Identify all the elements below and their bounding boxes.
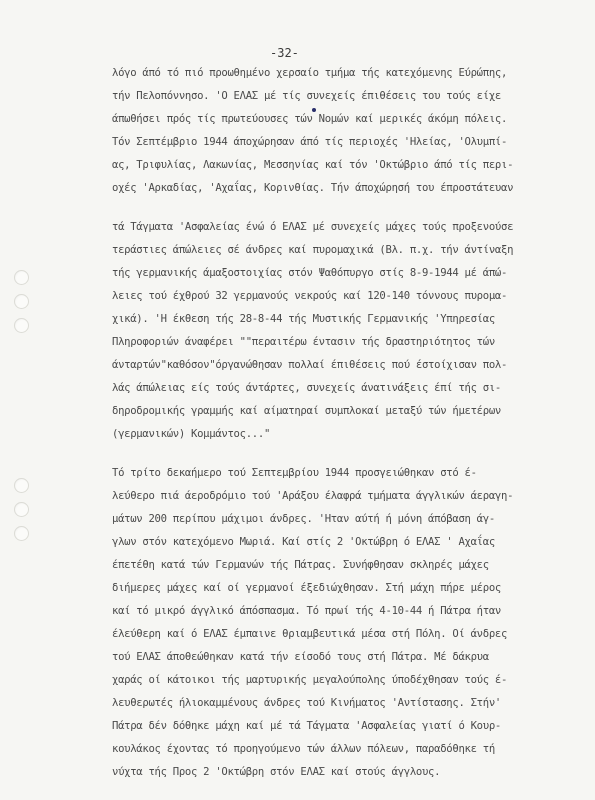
text-line: έπετέθη κατά τών Γερμανών τής Πάτρας. Συνήφθησαν σκληρές μάχες	[112, 559, 489, 571]
text-line: άνταρτών"καθόσον"όργανώθησαν πολλαί έπιθέσεις πού έστοίχισαν πολ-	[112, 359, 508, 371]
text-line: λευθερωτές ήλιοκαμμένους άνδρες τού Κινήματος 'Αντίστασης. Στήν'	[112, 697, 501, 709]
typed-body-text	[112, 62, 582, 784]
text-line: κουλάκος έχοντας τό προηγούμενο τών άλλων πόλεων, παραδόθηκε τή	[112, 743, 495, 755]
punch-hole	[14, 502, 29, 517]
punch-hole	[14, 526, 29, 541]
text-line: Πληροφοριών άναφέρει ""περαιτέρω έντασιν τής δραστηριότητος τών	[112, 336, 495, 348]
text-line: νύχτα τής Προς 2 'Οκτώβρη στόν ΕΛΑΣ καί στούς άγγλους.	[112, 766, 441, 778]
punch-hole	[14, 294, 29, 309]
text-line: τά Τάγματα 'Ασφαλείας ένώ ό ΕΛΑΣ μέ συνεχείς μάχες τούς προξενούσε	[112, 221, 514, 233]
text-line: Τό τρίτο δεκαήμερο τού Σεπτεμβρίου 1944 προσγειώθηκαν στό έ-	[112, 467, 477, 479]
paragraph	[112, 62, 582, 200]
paragraph	[112, 462, 582, 784]
page-number: -32-	[270, 46, 299, 60]
text-line: γλων στόν κατεχόμενο Μωριά. Καί στίς 2 'Οκτώβρη ό ΕΛΑΣ ' Αχαΐας	[112, 536, 495, 548]
text-line: καί τό μικρό άγγλικό άπόσπασμα. Τό πρωί τής 4-10-44 ή Πάτρα ήταν	[112, 605, 501, 617]
text-line: άπωθήσει πρός τίς πρωτεύουσες τών Νομών καί μερικές άκόμη πόλεις.	[112, 113, 508, 125]
text-line: λόγο άπό τό πιό προωθημένο χερσαίο τμήμα τής κατεχόμενης Εύρώπης,	[112, 67, 508, 79]
text-line: τήν Πελοπόννησο. 'Ο ΕΛΑΣ μέ τίς συνεχείς έπιθέσεις του τούς είχε	[112, 90, 501, 102]
paragraph-gap	[112, 446, 582, 462]
text-line: ας, Τριφυλίας, Λακωνίας, Μεσσηνίας καί τόν 'Οκτώβριο άπό τίς περι-	[112, 159, 514, 171]
text-line: λειες τού έχθρού 32 γερμανούς νεκρούς καί 120-140 τόννους πυρομα-	[112, 290, 508, 302]
text-line: χικά). 'Η έκθεση τής 28-8-44 τής Μυστικής Γερμανικής 'Υπηρεσίας	[112, 313, 495, 325]
text-line: έλεύθερη καί ό ΕΛΑΣ έμπαινε θριαμβευτικά μέσα στή Πόλη. Οί άνδρες	[112, 628, 508, 640]
text-line: λάς άπώλειας είς τούς άντάρτες, συνεχείς άνατινάξεις έπί τής σι-	[112, 382, 501, 394]
punch-hole	[14, 318, 29, 333]
text-line: τεράστιες άπώλειες σέ άνδρες καί πυρομαχικά (Βλ. π.χ. τήν άντίναξη	[112, 244, 514, 256]
text-line: Πάτρα δέν δόθηκε μάχη καί μέ τά Τάγματα 'Ασφαλείας γιατί ό Κουρ-	[112, 720, 501, 732]
paragraph-gap	[112, 200, 582, 216]
text-line: Τόν Σεπτέμβριο 1944 άποχώρησαν άπό τίς περιοχές 'Ηλείας, 'Ολυμπί-	[112, 136, 508, 148]
text-line: μάτων 200 περίπου μάχιμοι άνδρες. 'Ηταν αύτή ή μόνη άπόβαση άγ-	[112, 513, 495, 525]
text-line: τής γερμανικής άμαξοστοιχίας στόν Ψαθόπυργο στίς 8-9-1944 μέ άπώ-	[112, 267, 508, 279]
text-line: (γερμανικών) Κομμάντος..."	[112, 428, 271, 440]
text-line: τού ΕΛΑΣ άποθεώθηκαν κατά τήν είσοδό τους στή Πάτρα. Μέ δάκρυα	[112, 651, 489, 663]
paragraph	[112, 216, 582, 446]
text-line: χαράς οί κάτοικοι τής μαρτυρικής μεγαλούπολης ύποδέχθησαν τούς έ-	[112, 674, 508, 686]
text-line: δηροδρομικής γραμμής καί αίματηραί συμπλοκαί μεταξύ τών ήμετέρων	[112, 405, 501, 417]
punch-hole	[14, 270, 29, 285]
text-line: λεύθερο πιά άεροδρόμιο τού 'Αράξου έλαφρά τμήματα άγγλικών άεραγη-	[112, 490, 514, 502]
punch-hole	[14, 478, 29, 493]
text-line: διήμερες μάχες καί οί γερμανοί έξεδιώχθησαν. Στή μάχη πήρε μέρος	[112, 582, 501, 594]
text-line: οχές 'Αρκαδίας, 'Αχαΐας, Κορινθίας. Τήν άποχώρησή του έπροστάτευαν	[112, 182, 514, 194]
